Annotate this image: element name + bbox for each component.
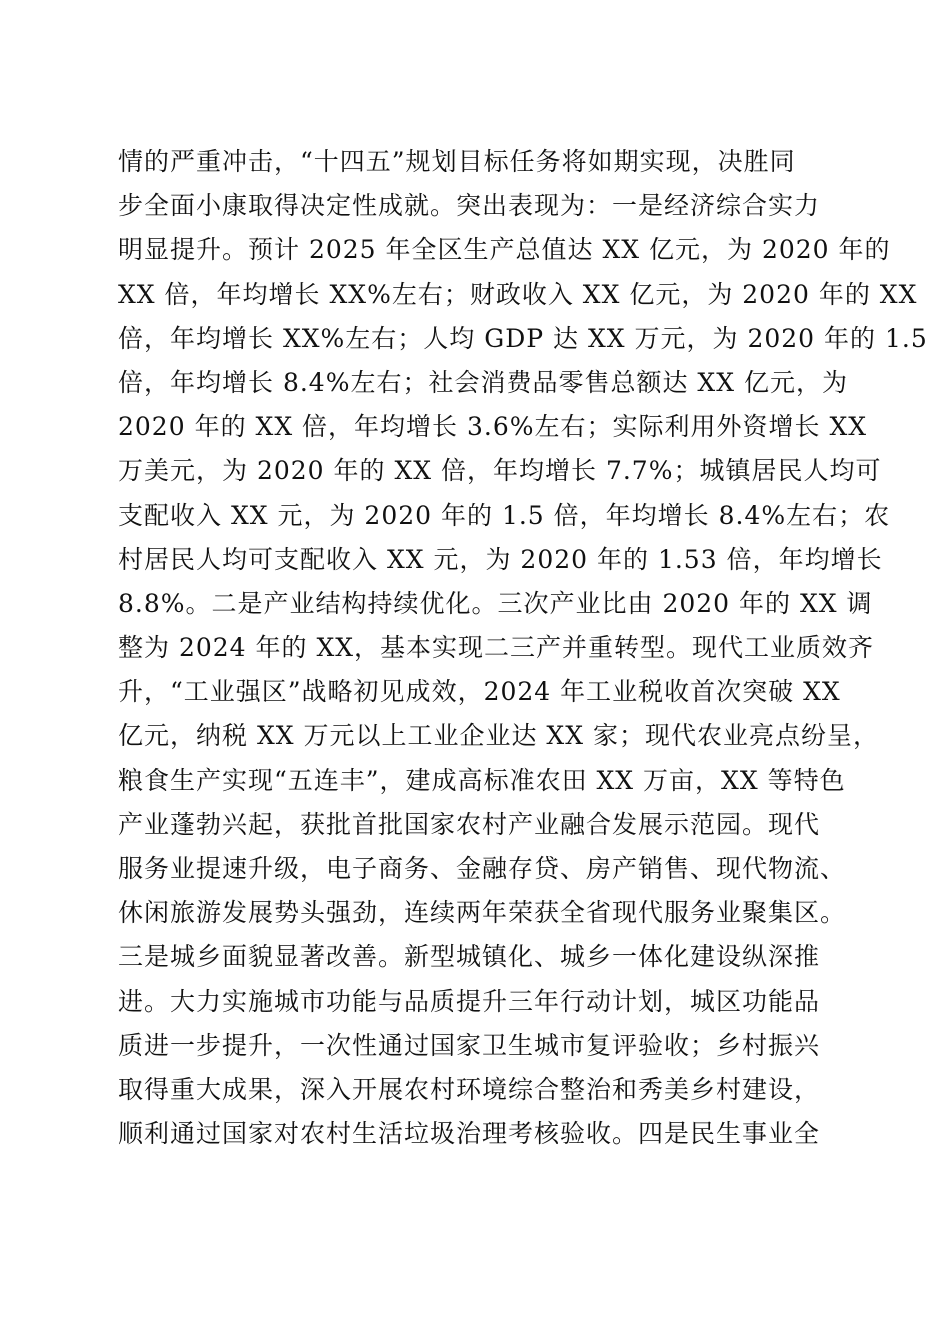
text-line: 情的严重冲击，“十四五”规划目标任务将如期实现，决胜同 — [118, 147, 796, 176]
text-line: 取得重大成果，深入开展农村环境综合整治和秀美乡村建设， — [118, 1074, 821, 1104]
text-line: 质进一步提升，一次性通过国家卫生城市复评验收；乡村振兴 — [118, 1030, 821, 1060]
text-line: 三是城乡面貌显著改善。新型城镇化、城乡一体化建设纵深推 — [118, 942, 821, 972]
text-line: 明显提升。预计 2025 年全区生产总值达 XX 亿元，为 2020 年的 — [118, 235, 891, 265]
text-line: 2020 年的 XX 倍，年均增长 3.6%左右；实际利用外资增长 XX — [118, 412, 868, 442]
text-line: XX 倍，年均增长 XX%左右；财政收入 XX 亿元，为 2020 年的 XX — [118, 279, 918, 309]
text-line: 升，“工业强区”战略初见成效，2024 年工业税收首次突破 XX — [118, 677, 841, 707]
text-line: 8.8%。二是产业结构持续优化。三次产业比由 2020 年的 XX 调 — [118, 588, 873, 618]
text-line: 村居民人均可支配收入 XX 元，为 2020 年的 1.53 倍，年均增长 — [118, 544, 883, 574]
text-line: 休闲旅游发展势头强劲，连续两年荣获全省现代服务业聚集区。 — [118, 898, 847, 928]
text-line: 倍，年均增长 XX%左右；人均 GDP 达 XX 万元，为 2020 年的 1.5 — [118, 323, 928, 353]
text-line: 产业蓬勃兴起，获批首批国家农村产业融合发展示范园。现代 — [118, 809, 821, 839]
text-line: 亿元，纳税 XX 万元以上工业企业达 XX 家；现代农业亮点纷呈， — [118, 721, 879, 751]
text-line: 进。大力实施城市功能与品质提升三年行动计划，城区功能品 — [118, 986, 821, 1016]
text-line: 倍，年均增长 8.4%左右；社会消费品零售总额达 XX 亿元，为 — [118, 367, 848, 397]
text-line: 顺利通过国家对农村生活垃圾治理考核验收。四是民生事业全 — [118, 1119, 821, 1149]
text-line: 万美元，为 2020 年的 XX 倍，年均增长 7.7%；城镇居民人均可 — [118, 456, 882, 486]
text-line: 步全面小康取得决定性成就。突出表现为：一是经济综合实力 — [118, 191, 821, 221]
body-paragraph — [118, 140, 928, 1156]
text-line: 支配收入 XX 元，为 2020 年的 1.5 倍，年均增长 8.4%左右；农 — [118, 500, 891, 530]
text-line: 粮食生产实现“五连丰”，建成高标准农田 XX 万亩，XX 等特色 — [118, 765, 846, 795]
text-line: 服务业提速升级，电子商务、金融存贷、房产销售、现代物流、 — [118, 854, 847, 883]
text-line: 整为 2024 年的 XX，基本实现二三产并重转型。现代工业质效齐 — [118, 633, 875, 663]
